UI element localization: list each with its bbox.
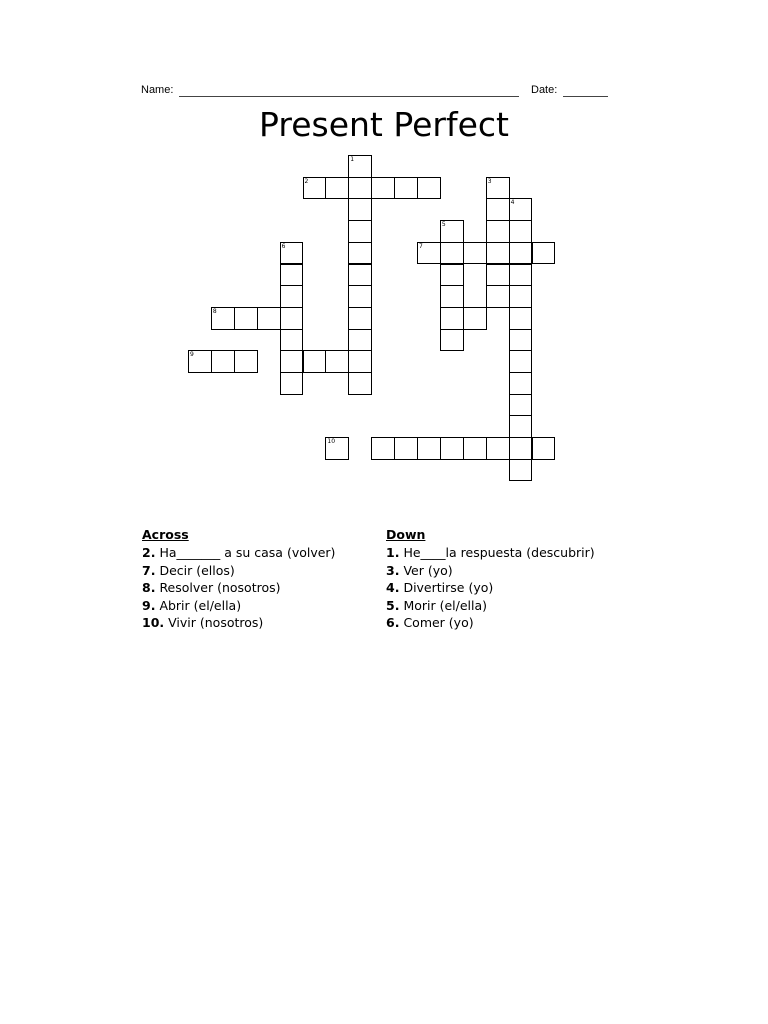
- across-clues: [142, 527, 335, 633]
- grid-cell[interactable]: [486, 242, 510, 265]
- grid-cell[interactable]: [280, 264, 304, 287]
- clue-item: [386, 580, 595, 598]
- clue-item: [386, 598, 595, 616]
- grid-cell[interactable]: [303, 350, 327, 373]
- grid-cell[interactable]: [348, 155, 372, 178]
- grid-cell[interactable]: [303, 177, 327, 200]
- grid-cell[interactable]: [211, 350, 235, 373]
- grid-cell[interactable]: [509, 372, 533, 395]
- grid-cell[interactable]: [509, 220, 533, 243]
- grid-cell[interactable]: [440, 329, 464, 352]
- clue-number-label: 7: [419, 242, 423, 250]
- grid-cell[interactable]: [509, 329, 533, 352]
- grid-cell[interactable]: [234, 307, 258, 330]
- down-heading: Down: [386, 527, 426, 542]
- grid-cell[interactable]: [486, 264, 510, 287]
- grid-cell[interactable]: [394, 177, 418, 200]
- page-title: Present Perfect: [259, 105, 509, 144]
- grid-cell[interactable]: [188, 350, 212, 373]
- clue-number-label: 3: [487, 177, 492, 185]
- clue-number: 2.: [142, 545, 156, 560]
- grid-cell[interactable]: [348, 350, 372, 373]
- clue-text: Abrir (el/ella): [159, 597, 242, 613]
- clue-number: 7.: [142, 562, 156, 578]
- grid-cell[interactable]: [532, 242, 556, 265]
- clue-number: 4.: [386, 580, 400, 595]
- grid-cell[interactable]: [463, 437, 487, 460]
- grid-cell[interactable]: [463, 242, 487, 265]
- grid-cell[interactable]: [486, 437, 510, 460]
- grid-cell[interactable]: [509, 198, 533, 221]
- grid-cell[interactable]: [371, 437, 395, 460]
- grid-cell[interactable]: [348, 329, 372, 352]
- grid-cell[interactable]: [509, 459, 533, 482]
- clue-number: 5.: [386, 597, 400, 613]
- grid-cell[interactable]: [417, 437, 441, 460]
- clue-item: [142, 615, 335, 633]
- clue-text: He____la respuesta (descubrir): [403, 545, 595, 560]
- clue-item: [142, 580, 335, 598]
- grid-cell[interactable]: [440, 285, 464, 308]
- grid-cell[interactable]: [280, 372, 304, 395]
- clue-number: 6.: [386, 615, 400, 630]
- grid-cell[interactable]: [325, 177, 349, 200]
- grid-cell[interactable]: [486, 285, 510, 308]
- across-heading: Across: [142, 527, 189, 542]
- clue-number-label: 10: [327, 438, 336, 446]
- grid-cell[interactable]: [486, 198, 510, 221]
- grid-cell[interactable]: [371, 177, 395, 200]
- clue-number-label: 2: [304, 177, 309, 185]
- clue-item: [142, 545, 335, 563]
- down-clues: [386, 527, 595, 633]
- date-label: Date:: [531, 84, 558, 96]
- grid-cell[interactable]: [440, 220, 464, 243]
- clue-text: Resolver (nosotros): [159, 580, 281, 595]
- grid-cell[interactable]: [532, 437, 556, 460]
- grid-cell[interactable]: [325, 350, 349, 373]
- grid-cell[interactable]: [348, 307, 372, 330]
- clue-item: [386, 545, 595, 563]
- clue-text: Morir (el/ella): [403, 597, 488, 613]
- grid-cell[interactable]: [280, 350, 304, 373]
- grid-cell[interactable]: [417, 242, 441, 265]
- grid-cell[interactable]: [348, 264, 372, 287]
- grid-cell[interactable]: [509, 264, 533, 287]
- clue-number-label: 9: [190, 351, 194, 359]
- clue-text: Vivir (nosotros): [168, 615, 264, 630]
- grid-cell[interactable]: [280, 307, 304, 330]
- clue-text: Ver (yo): [403, 562, 453, 578]
- clue-item: [142, 598, 335, 616]
- grid-cell[interactable]: [348, 242, 372, 265]
- grid-cell[interactable]: [280, 285, 304, 308]
- grid-cell[interactable]: [348, 198, 372, 221]
- grid-cell[interactable]: [394, 437, 418, 460]
- clue-number-label: 4: [510, 199, 515, 207]
- grid-cell[interactable]: [486, 177, 510, 200]
- grid-cell[interactable]: [440, 307, 464, 330]
- grid-cell[interactable]: [417, 177, 441, 200]
- date-field[interactable]: [563, 96, 608, 97]
- grid-cell[interactable]: [280, 329, 304, 352]
- grid-cell[interactable]: [509, 242, 533, 265]
- clue-number-label: 8: [212, 307, 217, 315]
- grid-cell[interactable]: [440, 242, 464, 265]
- grid-cell[interactable]: [325, 437, 349, 460]
- grid-cell[interactable]: [509, 415, 533, 438]
- clue-text: Divertirse (yo): [403, 580, 494, 595]
- clue-number-label: 5: [441, 221, 446, 229]
- grid-cell[interactable]: [280, 242, 304, 265]
- grid-cell[interactable]: [234, 350, 258, 373]
- name-label: Name:: [141, 84, 174, 96]
- clue-text: Comer (yo): [403, 615, 474, 630]
- clue-item: [142, 563, 335, 581]
- clue-text: Ha_______ a su casa (volver): [159, 545, 336, 560]
- grid-cell[interactable]: [509, 350, 533, 373]
- clue-text: Decir (ellos): [159, 562, 235, 578]
- grid-cell[interactable]: [486, 220, 510, 243]
- grid-cell[interactable]: [348, 285, 372, 308]
- clue-number: 9.: [142, 597, 156, 613]
- grid-cell[interactable]: [257, 307, 281, 330]
- grid-cell[interactable]: [348, 372, 372, 395]
- clue-number: 1.: [386, 545, 400, 560]
- grid-cell[interactable]: [509, 437, 533, 460]
- clue-number: 10.: [142, 615, 165, 630]
- grid-cell[interactable]: [440, 264, 464, 287]
- grid-cell[interactable]: [509, 394, 533, 417]
- grid-cell[interactable]: [211, 307, 235, 330]
- clue-item: [386, 615, 595, 633]
- grid-cell[interactable]: [348, 220, 372, 243]
- clue-number: 8.: [142, 580, 156, 595]
- grid-cell[interactable]: [463, 307, 487, 330]
- clue-item: [386, 563, 595, 581]
- grid-cell[interactable]: [348, 177, 372, 200]
- grid-cell[interactable]: [440, 437, 464, 460]
- clue-number-label: 1: [350, 156, 355, 163]
- grid-cell[interactable]: [509, 307, 533, 330]
- clue-number: 3.: [386, 562, 400, 578]
- clue-number-label: 6: [281, 242, 286, 250]
- name-field[interactable]: [179, 96, 519, 97]
- grid-cell[interactable]: [509, 285, 533, 308]
